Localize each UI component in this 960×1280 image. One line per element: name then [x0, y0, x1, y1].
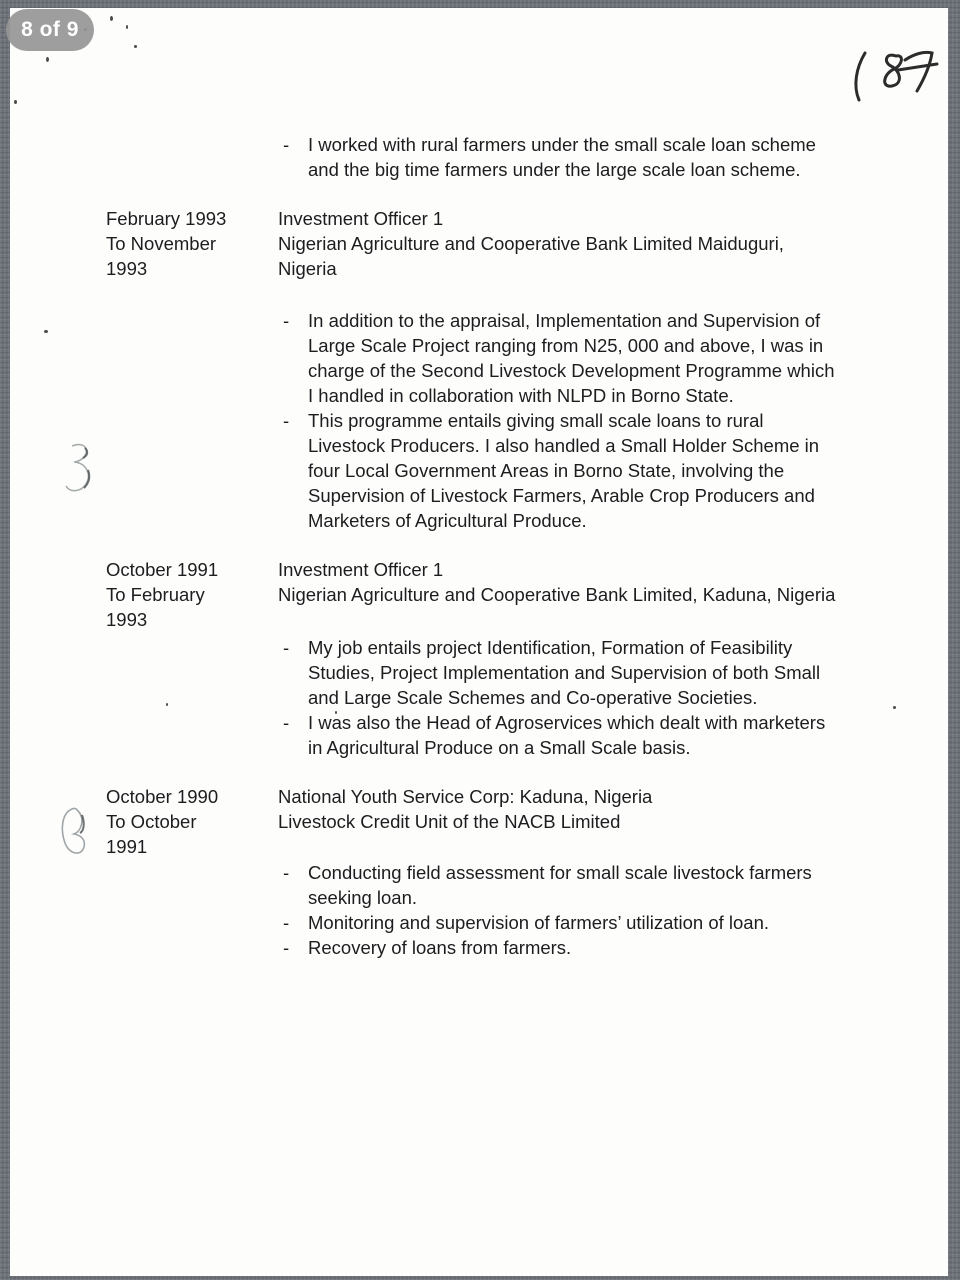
- job-dates: October 1990 To October 1991: [106, 786, 219, 857]
- bullet-text: In addition to the appraisal, Implementation and Supervision of Large Scale Project ranging from N25, 000 and above, I was in charge of the Second Livestock Development Programme which I handled in collaboration with NLPD in Borno State.: [308, 310, 835, 406]
- job-heading: National Youth Service Corp: Kaduna, Nigeria Livestock Credit Unit of the NACB Limited: [278, 786, 653, 832]
- bullet-dash: -: [283, 912, 290, 933]
- page-indicator-label: 8 of 9: [21, 18, 79, 41]
- ink-smudge: [55, 803, 97, 865]
- bullet-dash: -: [283, 637, 290, 658]
- bullet-item: [283, 710, 948, 760]
- bullet-item: [283, 935, 948, 960]
- job-bullets: [283, 635, 948, 760]
- bullet-text: Monitoring and supervision of farmers’ utilization of loan.: [308, 912, 770, 933]
- ink-speck: [14, 100, 17, 104]
- job-dates: February 1993 To November 1993: [106, 208, 227, 279]
- ink-speck: [134, 45, 137, 48]
- job-heading: Investment Officer 1 Nigerian Agriculture and Cooperative Bank Limited Maiduguri, Nigeria: [278, 208, 784, 279]
- experience-bullets-continued: [283, 132, 948, 182]
- job-bullets: [283, 308, 948, 533]
- bullet-text: My job entails project Identification, Formation of Feasibility Studies, Project Implementation and Supervision of both Small and Large Scale Schemes and Co-operative Societies.: [308, 637, 821, 708]
- bullet-dash: -: [283, 862, 290, 883]
- bullet-text: I was also the Head of Agroservices which dealt with marketers in Agricultural Produce on a Small Scale basis.: [308, 712, 826, 758]
- handwritten-page-number: [840, 42, 945, 124]
- bullet-text: Recovery of loans from farmers.: [308, 937, 572, 958]
- bullet-dash: -: [283, 410, 290, 431]
- job-heading: Investment Officer 1 Nigerian Agriculture and Cooperative Bank Limited, Kaduna, Nigeria: [278, 559, 836, 605]
- bullet-item: [283, 408, 948, 533]
- job-bullets: [283, 860, 948, 960]
- ink-smudge: [58, 440, 102, 500]
- bullet-item: [283, 635, 948, 710]
- bullet-item: [283, 910, 948, 935]
- ink-speck: [110, 16, 113, 21]
- ink-speck: [126, 25, 128, 29]
- bullet-item: [283, 308, 948, 408]
- ink-speck: [46, 57, 49, 62]
- bullet-dash: -: [283, 712, 290, 733]
- scanned-page: [10, 8, 948, 1276]
- bullet-dash: -: [283, 134, 290, 155]
- bullet-item: [283, 132, 948, 182]
- job-dates: October 1991 To February 1993: [106, 559, 219, 630]
- bullet-item: [283, 860, 948, 910]
- ink-speck: [166, 703, 168, 706]
- bullet-text: I worked with rural farmers under the small scale loan scheme and the big time farmers under the large scale loan scheme.: [308, 134, 816, 180]
- ink-speck: [44, 330, 48, 333]
- bullet-text: Conducting field assessment for small scale livestock farmers seeking loan.: [308, 862, 812, 908]
- page-indicator-badge: [6, 9, 94, 51]
- bullet-text: This programme entails giving small scale loans to rural Livestock Producers. I also handled a Small Holder Scheme in four Local Government Areas in Borno State, involving the Supervision of Livestock Farmers, Arable Crop Producers and Marketers of Agricultural Produce.: [308, 410, 820, 531]
- bullet-dash: -: [283, 937, 290, 958]
- bullet-dash: -: [283, 310, 290, 331]
